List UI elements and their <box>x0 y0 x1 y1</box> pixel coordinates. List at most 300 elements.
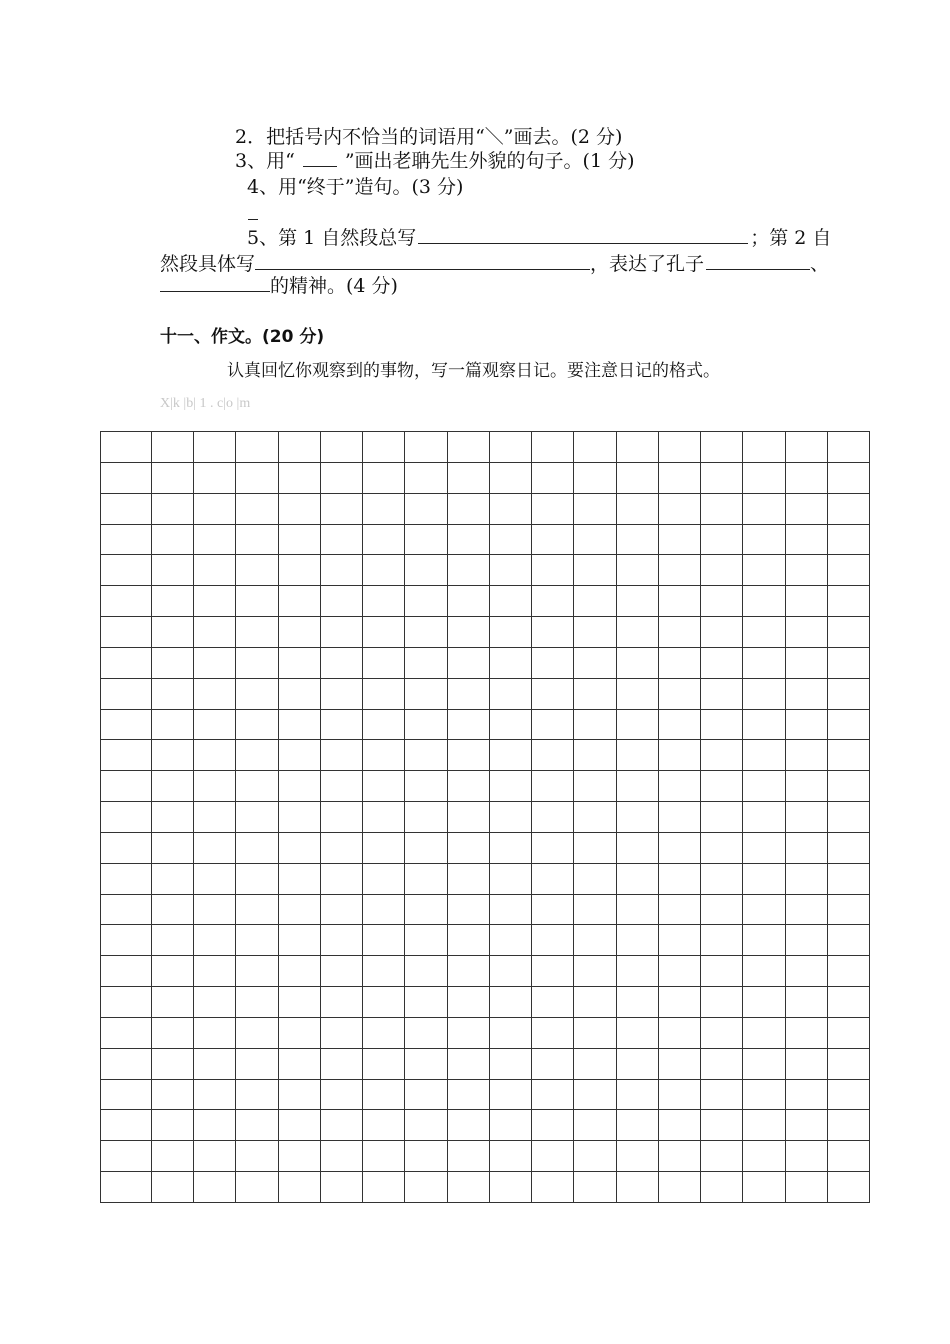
grid-cell[interactable] <box>321 525 363 556</box>
grid-cell[interactable] <box>101 679 152 710</box>
grid-cell[interactable] <box>321 740 363 771</box>
grid-cell[interactable] <box>659 463 701 494</box>
grid-cell[interactable] <box>152 1110 194 1141</box>
grid-cell[interactable] <box>743 771 785 802</box>
grid-cell[interactable] <box>786 895 828 926</box>
grid-cell[interactable] <box>532 864 574 895</box>
grid-cell[interactable] <box>786 956 828 987</box>
grid-cell[interactable] <box>363 895 405 926</box>
grid-cell[interactable] <box>448 864 490 895</box>
grid-cell[interactable] <box>786 494 828 525</box>
grid-cell[interactable] <box>152 525 194 556</box>
grid-cell[interactable] <box>405 525 447 556</box>
grid-cell[interactable] <box>152 463 194 494</box>
grid-cell[interactable] <box>363 494 405 525</box>
grid-cell[interactable] <box>152 1018 194 1049</box>
grid-cell[interactable] <box>490 1049 532 1080</box>
grid-cell[interactable] <box>405 895 447 926</box>
grid-cell[interactable] <box>321 617 363 648</box>
grid-cell[interactable] <box>532 833 574 864</box>
grid-cell[interactable] <box>659 710 701 741</box>
grid-cell[interactable] <box>236 987 278 1018</box>
grid-cell[interactable] <box>786 864 828 895</box>
grid-cell[interactable] <box>701 586 743 617</box>
grid-cell[interactable] <box>490 648 532 679</box>
grid-cell[interactable] <box>448 895 490 926</box>
grid-cell[interactable] <box>743 864 785 895</box>
grid-cell[interactable] <box>574 987 616 1018</box>
grid-cell[interactable] <box>743 463 785 494</box>
grid-cell[interactable] <box>786 1018 828 1049</box>
grid-cell[interactable] <box>152 895 194 926</box>
grid-cell[interactable] <box>279 525 321 556</box>
grid-cell[interactable] <box>659 1141 701 1172</box>
grid-cell[interactable] <box>152 740 194 771</box>
grid-cell[interactable] <box>236 925 278 956</box>
grid-cell[interactable] <box>490 833 532 864</box>
grid-cell[interactable] <box>617 586 659 617</box>
grid-cell[interactable] <box>101 525 152 556</box>
grid-cell[interactable] <box>743 679 785 710</box>
grid-cell[interactable] <box>405 925 447 956</box>
grid-cell[interactable] <box>236 1049 278 1080</box>
grid-cell[interactable] <box>532 586 574 617</box>
grid-cell[interactable] <box>490 1080 532 1111</box>
grid-cell[interactable] <box>194 987 236 1018</box>
grid-cell[interactable] <box>786 710 828 741</box>
grid-cell[interactable] <box>828 740 870 771</box>
grid-cell[interactable] <box>743 987 785 1018</box>
grid-cell[interactable] <box>101 432 152 463</box>
grid-cell[interactable] <box>236 1080 278 1111</box>
grid-cell[interactable] <box>786 463 828 494</box>
grid-cell[interactable] <box>532 648 574 679</box>
grid-cell[interactable] <box>490 617 532 648</box>
grid-cell[interactable] <box>152 833 194 864</box>
grid-cell[interactable] <box>448 833 490 864</box>
grid-cell[interactable] <box>828 771 870 802</box>
grid-cell[interactable] <box>321 1172 363 1203</box>
grid-cell[interactable] <box>448 648 490 679</box>
grid-cell[interactable] <box>448 525 490 556</box>
grid-cell[interactable] <box>786 648 828 679</box>
grid-cell[interactable] <box>363 679 405 710</box>
grid-cell[interactable] <box>448 956 490 987</box>
grid-cell[interactable] <box>152 617 194 648</box>
grid-cell[interactable] <box>701 494 743 525</box>
grid-cell[interactable] <box>236 617 278 648</box>
grid-cell[interactable] <box>828 710 870 741</box>
grid-cell[interactable] <box>701 1049 743 1080</box>
grid-cell[interactable] <box>532 1172 574 1203</box>
grid-cell[interactable] <box>701 833 743 864</box>
grid-cell[interactable] <box>743 925 785 956</box>
grid-cell[interactable] <box>659 525 701 556</box>
grid-cell[interactable] <box>490 586 532 617</box>
grid-cell[interactable] <box>405 555 447 586</box>
grid-cell[interactable] <box>236 494 278 525</box>
grid-cell[interactable] <box>786 771 828 802</box>
grid-cell[interactable] <box>701 802 743 833</box>
grid-cell[interactable] <box>279 833 321 864</box>
grid-cell[interactable] <box>101 956 152 987</box>
grid-cell[interactable] <box>659 740 701 771</box>
grid-cell[interactable] <box>490 802 532 833</box>
grid-cell[interactable] <box>448 710 490 741</box>
grid-cell[interactable] <box>786 987 828 1018</box>
grid-cell[interactable] <box>279 1018 321 1049</box>
grid-cell[interactable] <box>194 710 236 741</box>
grid-cell[interactable] <box>194 1172 236 1203</box>
grid-cell[interactable] <box>617 833 659 864</box>
grid-cell[interactable] <box>363 833 405 864</box>
grid-cell[interactable] <box>363 586 405 617</box>
grid-cell[interactable] <box>490 1018 532 1049</box>
question-5-blank-1[interactable] <box>418 225 748 244</box>
grid-cell[interactable] <box>279 1172 321 1203</box>
grid-cell[interactable] <box>448 432 490 463</box>
question-3-blank[interactable] <box>303 148 337 167</box>
grid-cell[interactable] <box>363 617 405 648</box>
grid-cell[interactable] <box>490 987 532 1018</box>
grid-cell[interactable] <box>532 1080 574 1111</box>
grid-cell[interactable] <box>194 895 236 926</box>
grid-cell[interactable] <box>101 586 152 617</box>
grid-cell[interactable] <box>617 925 659 956</box>
grid-cell[interactable] <box>405 463 447 494</box>
grid-cell[interactable] <box>279 463 321 494</box>
grid-cell[interactable] <box>743 1080 785 1111</box>
grid-cell[interactable] <box>617 1018 659 1049</box>
grid-cell[interactable] <box>152 1172 194 1203</box>
grid-cell[interactable] <box>279 956 321 987</box>
grid-cell[interactable] <box>448 1141 490 1172</box>
grid-cell[interactable] <box>194 925 236 956</box>
grid-cell[interactable] <box>574 1049 616 1080</box>
grid-cell[interactable] <box>279 648 321 679</box>
grid-cell[interactable] <box>490 494 532 525</box>
grid-cell[interactable] <box>786 1080 828 1111</box>
grid-cell[interactable] <box>194 525 236 556</box>
grid-cell[interactable] <box>701 1018 743 1049</box>
grid-cell[interactable] <box>701 710 743 741</box>
grid-cell[interactable] <box>152 802 194 833</box>
grid-cell[interactable] <box>101 925 152 956</box>
grid-cell[interactable] <box>448 1049 490 1080</box>
grid-cell[interactable] <box>617 802 659 833</box>
grid-cell[interactable] <box>659 802 701 833</box>
grid-cell[interactable] <box>405 494 447 525</box>
grid-cell[interactable] <box>659 956 701 987</box>
grid-cell[interactable] <box>659 555 701 586</box>
grid-cell[interactable] <box>236 710 278 741</box>
grid-cell[interactable] <box>659 494 701 525</box>
grid-cell[interactable] <box>194 1080 236 1111</box>
grid-cell[interactable] <box>321 710 363 741</box>
grid-cell[interactable] <box>194 1049 236 1080</box>
grid-cell[interactable] <box>101 987 152 1018</box>
grid-cell[interactable] <box>743 740 785 771</box>
grid-cell[interactable] <box>532 525 574 556</box>
grid-cell[interactable] <box>574 925 616 956</box>
grid-cell[interactable] <box>574 833 616 864</box>
grid-cell[interactable] <box>194 1110 236 1141</box>
grid-cell[interactable] <box>448 1080 490 1111</box>
grid-cell[interactable] <box>574 555 616 586</box>
grid-cell[interactable] <box>828 1049 870 1080</box>
grid-cell[interactable] <box>743 1018 785 1049</box>
grid-cell[interactable] <box>448 1110 490 1141</box>
grid-cell[interactable] <box>321 925 363 956</box>
grid-cell[interactable] <box>532 771 574 802</box>
grid-cell[interactable] <box>236 802 278 833</box>
grid-cell[interactable] <box>321 432 363 463</box>
grid-cell[interactable] <box>532 1018 574 1049</box>
grid-cell[interactable] <box>448 740 490 771</box>
grid-cell[interactable] <box>574 679 616 710</box>
grid-cell[interactable] <box>617 771 659 802</box>
grid-cell[interactable] <box>743 833 785 864</box>
grid-cell[interactable] <box>828 617 870 648</box>
grid-cell[interactable] <box>617 1141 659 1172</box>
grid-cell[interactable] <box>363 1018 405 1049</box>
grid-cell[interactable] <box>194 802 236 833</box>
grid-cell[interactable] <box>321 1049 363 1080</box>
grid-cell[interactable] <box>363 956 405 987</box>
grid-cell[interactable] <box>828 1141 870 1172</box>
grid-cell[interactable] <box>574 1172 616 1203</box>
grid-cell[interactable] <box>659 833 701 864</box>
grid-cell[interactable] <box>659 586 701 617</box>
grid-cell[interactable] <box>617 956 659 987</box>
grid-cell[interactable] <box>828 802 870 833</box>
grid-cell[interactable] <box>574 648 616 679</box>
grid-cell[interactable] <box>828 432 870 463</box>
grid-cell[interactable] <box>279 432 321 463</box>
grid-cell[interactable] <box>574 1110 616 1141</box>
grid-cell[interactable] <box>152 494 194 525</box>
grid-cell[interactable] <box>448 679 490 710</box>
grid-cell[interactable] <box>405 802 447 833</box>
grid-cell[interactable] <box>152 710 194 741</box>
grid-cell[interactable] <box>321 833 363 864</box>
grid-cell[interactable] <box>743 648 785 679</box>
grid-cell[interactable] <box>574 1080 616 1111</box>
grid-cell[interactable] <box>152 586 194 617</box>
grid-cell[interactable] <box>490 740 532 771</box>
grid-cell[interactable] <box>828 1080 870 1111</box>
grid-cell[interactable] <box>828 864 870 895</box>
grid-cell[interactable] <box>490 463 532 494</box>
grid-cell[interactable] <box>617 494 659 525</box>
grid-cell[interactable] <box>490 864 532 895</box>
grid-cell[interactable] <box>279 925 321 956</box>
grid-cell[interactable] <box>532 925 574 956</box>
grid-cell[interactable] <box>152 987 194 1018</box>
grid-cell[interactable] <box>194 771 236 802</box>
question-5-blank-2[interactable] <box>255 251 590 270</box>
grid-cell[interactable] <box>490 956 532 987</box>
grid-cell[interactable] <box>490 679 532 710</box>
grid-cell[interactable] <box>828 925 870 956</box>
grid-cell[interactable] <box>363 710 405 741</box>
grid-cell[interactable] <box>363 648 405 679</box>
grid-cell[interactable] <box>321 494 363 525</box>
grid-cell[interactable] <box>574 525 616 556</box>
grid-cell[interactable] <box>617 432 659 463</box>
grid-cell[interactable] <box>659 1018 701 1049</box>
grid-cell[interactable] <box>786 679 828 710</box>
grid-cell[interactable] <box>279 586 321 617</box>
grid-cell[interactable] <box>405 432 447 463</box>
grid-cell[interactable] <box>786 586 828 617</box>
grid-cell[interactable] <box>363 771 405 802</box>
grid-cell[interactable] <box>194 586 236 617</box>
grid-cell[interactable] <box>701 1080 743 1111</box>
grid-cell[interactable] <box>321 648 363 679</box>
grid-cell[interactable] <box>321 864 363 895</box>
grid-cell[interactable] <box>828 987 870 1018</box>
grid-cell[interactable] <box>448 987 490 1018</box>
grid-cell[interactable] <box>574 586 616 617</box>
grid-cell[interactable] <box>659 925 701 956</box>
grid-cell[interactable] <box>490 1110 532 1141</box>
grid-cell[interactable] <box>236 895 278 926</box>
grid-cell[interactable] <box>363 432 405 463</box>
grid-cell[interactable] <box>743 586 785 617</box>
grid-cell[interactable] <box>786 833 828 864</box>
grid-cell[interactable] <box>828 895 870 926</box>
grid-cell[interactable] <box>279 494 321 525</box>
grid-cell[interactable] <box>279 895 321 926</box>
grid-cell[interactable] <box>279 1141 321 1172</box>
grid-cell[interactable] <box>659 648 701 679</box>
grid-cell[interactable] <box>279 710 321 741</box>
grid-cell[interactable] <box>279 987 321 1018</box>
grid-cell[interactable] <box>236 463 278 494</box>
grid-cell[interactable] <box>743 956 785 987</box>
grid-cell[interactable] <box>236 555 278 586</box>
grid-cell[interactable] <box>743 710 785 741</box>
grid-cell[interactable] <box>101 555 152 586</box>
grid-cell[interactable] <box>490 525 532 556</box>
grid-cell[interactable] <box>786 925 828 956</box>
grid-cell[interactable] <box>279 771 321 802</box>
grid-cell[interactable] <box>743 555 785 586</box>
grid-cell[interactable] <box>786 555 828 586</box>
question-5-blank-3[interactable] <box>706 251 810 270</box>
grid-cell[interactable] <box>448 1172 490 1203</box>
grid-cell[interactable] <box>701 987 743 1018</box>
grid-cell[interactable] <box>659 617 701 648</box>
grid-cell[interactable] <box>363 1110 405 1141</box>
grid-cell[interactable] <box>363 1141 405 1172</box>
grid-cell[interactable] <box>532 740 574 771</box>
grid-cell[interactable] <box>701 525 743 556</box>
grid-cell[interactable] <box>659 679 701 710</box>
grid-cell[interactable] <box>574 1018 616 1049</box>
grid-cell[interactable] <box>701 925 743 956</box>
grid-cell[interactable] <box>321 987 363 1018</box>
grid-cell[interactable] <box>101 710 152 741</box>
grid-cell[interactable] <box>194 956 236 987</box>
grid-cell[interactable] <box>532 555 574 586</box>
grid-cell[interactable] <box>321 1080 363 1111</box>
grid-cell[interactable] <box>236 586 278 617</box>
grid-cell[interactable] <box>574 740 616 771</box>
grid-cell[interactable] <box>743 802 785 833</box>
grid-cell[interactable] <box>701 771 743 802</box>
grid-cell[interactable] <box>363 864 405 895</box>
grid-cell[interactable] <box>786 432 828 463</box>
grid-cell[interactable] <box>828 956 870 987</box>
grid-cell[interactable] <box>617 463 659 494</box>
grid-cell[interactable] <box>321 1110 363 1141</box>
grid-cell[interactable] <box>574 956 616 987</box>
grid-cell[interactable] <box>236 1110 278 1141</box>
grid-cell[interactable] <box>101 1141 152 1172</box>
grid-cell[interactable] <box>659 1172 701 1203</box>
grid-cell[interactable] <box>659 1080 701 1111</box>
grid-cell[interactable] <box>194 864 236 895</box>
grid-cell[interactable] <box>828 463 870 494</box>
grid-cell[interactable] <box>236 1018 278 1049</box>
grid-cell[interactable] <box>490 710 532 741</box>
grid-cell[interactable] <box>786 525 828 556</box>
grid-cell[interactable] <box>321 802 363 833</box>
grid-cell[interactable] <box>659 987 701 1018</box>
grid-cell[interactable] <box>405 956 447 987</box>
grid-cell[interactable] <box>786 1049 828 1080</box>
grid-cell[interactable] <box>574 864 616 895</box>
grid-cell[interactable] <box>363 1172 405 1203</box>
grid-cell[interactable] <box>532 1049 574 1080</box>
grid-cell[interactable] <box>194 679 236 710</box>
grid-cell[interactable] <box>363 1049 405 1080</box>
grid-cell[interactable] <box>194 648 236 679</box>
grid-cell[interactable] <box>405 771 447 802</box>
grid-cell[interactable] <box>743 1110 785 1141</box>
grid-cell[interactable] <box>532 1141 574 1172</box>
grid-cell[interactable] <box>574 617 616 648</box>
grid-cell[interactable] <box>448 586 490 617</box>
grid-cell[interactable] <box>532 432 574 463</box>
grid-cell[interactable] <box>828 679 870 710</box>
grid-cell[interactable] <box>617 617 659 648</box>
question-4-answer-line[interactable] <box>248 219 258 220</box>
grid-cell[interactable] <box>321 1141 363 1172</box>
grid-cell[interactable] <box>701 432 743 463</box>
grid-cell[interactable] <box>786 740 828 771</box>
grid-cell[interactable] <box>617 555 659 586</box>
grid-cell[interactable] <box>279 1080 321 1111</box>
grid-cell[interactable] <box>405 740 447 771</box>
grid-cell[interactable] <box>321 1018 363 1049</box>
writing-grid[interactable] <box>100 431 870 1203</box>
grid-cell[interactable] <box>101 740 152 771</box>
grid-cell[interactable] <box>617 1172 659 1203</box>
grid-cell[interactable] <box>101 895 152 926</box>
grid-cell[interactable] <box>701 1172 743 1203</box>
grid-cell[interactable] <box>194 432 236 463</box>
grid-cell[interactable] <box>532 463 574 494</box>
grid-cell[interactable] <box>574 710 616 741</box>
grid-cell[interactable] <box>101 864 152 895</box>
grid-cell[interactable] <box>574 432 616 463</box>
grid-cell[interactable] <box>617 864 659 895</box>
grid-cell[interactable] <box>194 555 236 586</box>
grid-cell[interactable] <box>321 771 363 802</box>
